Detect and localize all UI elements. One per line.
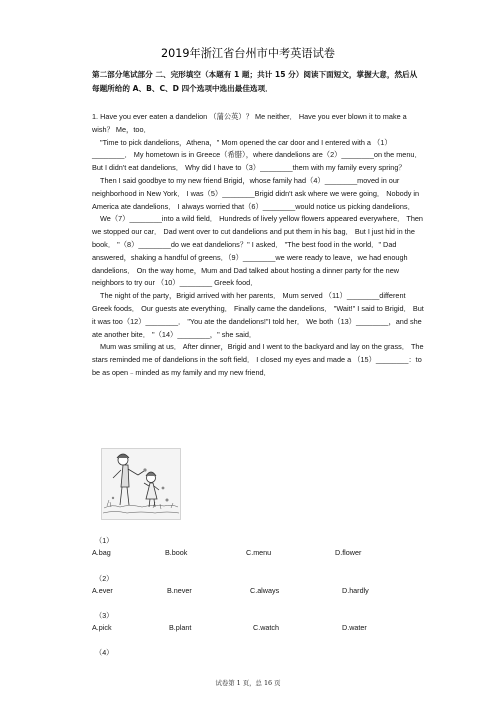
option-c: C.always bbox=[250, 586, 280, 595]
option-d: D.hardly bbox=[342, 586, 369, 595]
option-d: D.flower bbox=[335, 548, 362, 557]
question-1 bbox=[92, 535, 432, 559]
question-number: （3） bbox=[95, 611, 114, 620]
question-4 bbox=[92, 647, 432, 659]
option-a: A.bag bbox=[92, 548, 111, 557]
section-heading: 第二部分笔试部分 二、完形填空（本题有 1 题；共计 15 分）阅读下面短文，掌握大意，然后从每题所给的 A、B、C、D 四个选项中选出最佳选项． bbox=[92, 70, 418, 93]
passage-paragraph-1: 1. Have you ever eaten a dandelion （蒲公英）？ Me neither． Have you ever blown it to make a wish？ Me，too． bbox=[92, 112, 407, 134]
passage-paragraph-2: "Time to pick dandelions，Athena，" Mom opened the car door and I entered with a （1）________． My hometown is in Greece（希腊），where dandelions are（2）________on the menu． But I didn't eat dandelions． Why did I have to（3）________them with my family every spring？ bbox=[92, 137, 422, 173]
cloze-passage bbox=[92, 111, 424, 380]
question-3 bbox=[92, 610, 432, 634]
option-a: A.ever bbox=[92, 586, 113, 595]
question-number: （4） bbox=[95, 648, 114, 657]
passage-paragraph-5: The night of the party，Brigid arrived with her parents． Mum served （11）________different Greek foods． Our guests ate everything． Finally came the dandelions． "Wait!" I said to Brigid． But it was too（12）________． "You ate the dandelions!"I told her． We both（13）________，and she ate another bite． "（14）________，" she said． bbox=[92, 291, 424, 339]
question-2 bbox=[92, 573, 432, 597]
option-b: B.plant bbox=[169, 623, 192, 632]
exam-title: 2019年浙江省台州市中考英语试卷 bbox=[161, 47, 335, 60]
question-number: （1） bbox=[95, 536, 114, 545]
option-c: C.watch bbox=[253, 623, 279, 632]
option-b: B.book bbox=[165, 548, 188, 557]
page-footer: 试卷第 1 页，总 16 页 bbox=[215, 679, 281, 687]
option-c: C.menu bbox=[246, 548, 272, 557]
option-d: D.water bbox=[342, 623, 367, 632]
option-a: A.pick bbox=[92, 623, 112, 632]
question-number: （2） bbox=[95, 574, 114, 583]
illustration-image bbox=[101, 448, 181, 520]
passage-paragraph-4: We（7）________into a wild field． Hundreds of lively yellow flowers appeared everywhere． Then we stopped our car． Dad went over to cut dandelions and put them in his bag． But I just hid in the book． "（8）________do we eat dandelions？" I asked． "The best food in the world．" Dad answered，shaking a handful of greens．（9）________we were ready to leave，we had enough dandelions． On the way home，Mum and Dad talked about hosting a dinner party for the new neighbors to try our （10）________ Greek food． bbox=[92, 214, 423, 288]
passage-paragraph-3: Then I said goodbye to my new friend Brigid，whose family had（4）________moved in our neighborhood in New York． I was（5）________Brigid didn't ask where we were going． Nobody in America ate dandelions． I always worried that（6）________would notice us picking dandelions． bbox=[92, 175, 420, 211]
option-b: B.never bbox=[167, 586, 192, 595]
passage-paragraph-6: Mum was smiling at us． After dinner，Brigid and I went to the backyard and lay on the grass． The stars reminded me of dandelions in the soft field． I closed my eyes and made a （15）________：to be as open﹣minded as my family and my new friend． bbox=[92, 342, 424, 377]
